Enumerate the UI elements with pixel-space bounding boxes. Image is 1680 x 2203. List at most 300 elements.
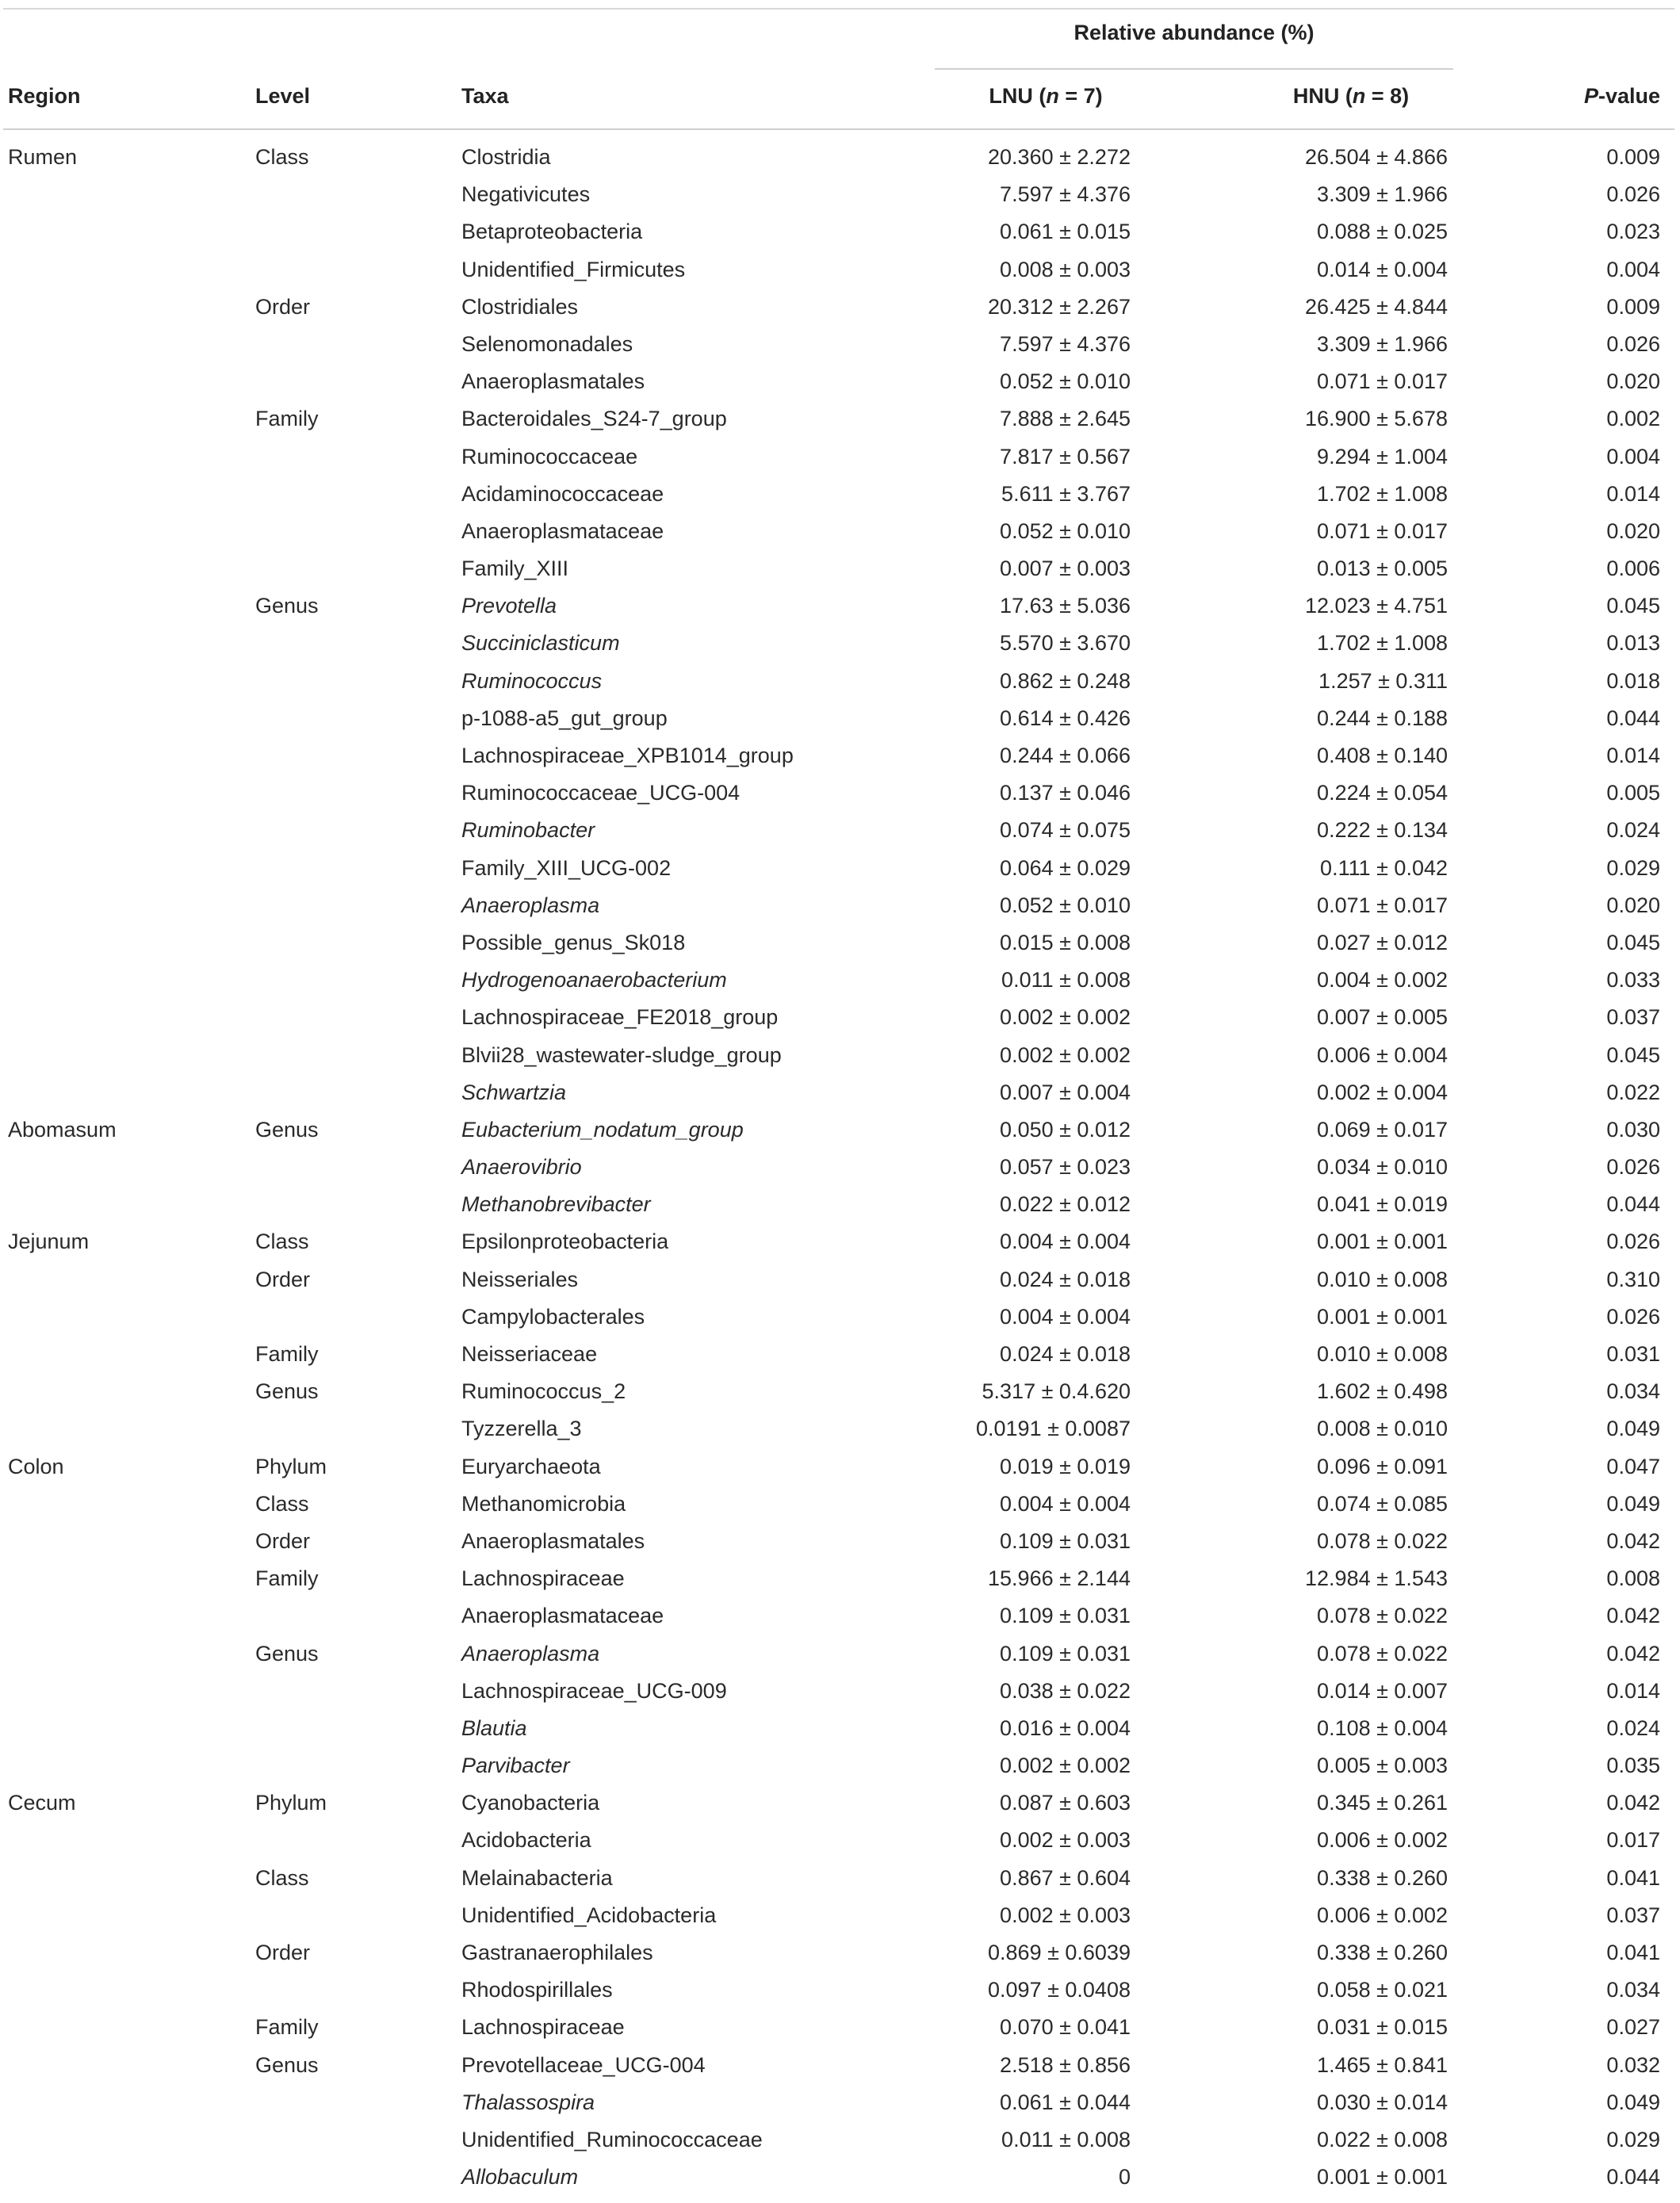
table-row bbox=[3, 363, 1674, 400]
table-row bbox=[3, 850, 1674, 887]
cell-taxa: Prevotella bbox=[461, 594, 557, 618]
cell-taxa: Thalassospira bbox=[461, 2090, 595, 2114]
table-row bbox=[3, 1448, 1674, 1486]
cell-taxa: Lachnospiraceae bbox=[461, 2015, 625, 2040]
cell-p-value: 0.029 bbox=[1606, 2127, 1660, 2151]
cell-taxa: Anaeroplasmataceae bbox=[461, 518, 664, 543]
cell-taxa: Clostridiales bbox=[461, 294, 579, 319]
cell-hnu: 3.309 ± 1.966 bbox=[1317, 331, 1448, 356]
table-row bbox=[3, 1410, 1674, 1448]
cell-taxa: Anaeroplasmatales bbox=[461, 369, 645, 394]
cell-taxa: Unidentified_Firmicutes bbox=[461, 257, 686, 281]
cell-p-value: 0.035 bbox=[1606, 1754, 1660, 1778]
cell-region: Jejunum bbox=[8, 1230, 90, 1254]
table-row bbox=[3, 999, 1674, 1036]
cell-lnu: 7.817 ± 0.567 bbox=[1000, 444, 1131, 469]
cell-hnu: 16.900 ± 5.678 bbox=[1305, 407, 1448, 431]
cell-p-value: 0.027 bbox=[1606, 2015, 1660, 2040]
cell-p-value: 0.014 bbox=[1606, 481, 1660, 506]
cell-lnu: 0.050 ± 0.012 bbox=[1000, 1117, 1131, 1142]
cell-hnu: 1.702 ± 1.008 bbox=[1317, 631, 1448, 656]
cell-hnu: 26.504 ± 4.866 bbox=[1305, 145, 1448, 169]
table-row bbox=[3, 1373, 1674, 1410]
cell-hnu: 0.006 ± 0.004 bbox=[1317, 1042, 1448, 1067]
cell-lnu: 0.064 ± 0.029 bbox=[1000, 855, 1131, 880]
cell-p-value: 0.042 bbox=[1606, 1641, 1660, 1666]
cell-p-value: 0.032 bbox=[1606, 2052, 1660, 2077]
cell-p-value: 0.049 bbox=[1606, 1417, 1660, 1441]
cell-taxa: Tyzzerella_3 bbox=[461, 1417, 582, 1441]
cell-taxa: Prevotellaceae_UCG-004 bbox=[461, 2052, 706, 2077]
table-row bbox=[3, 139, 1674, 176]
table-row bbox=[3, 887, 1674, 924]
cell-level: Order bbox=[255, 294, 311, 319]
table-row bbox=[3, 400, 1674, 438]
table-row bbox=[3, 812, 1674, 849]
table-row bbox=[3, 2047, 1674, 2084]
cell-level: Family bbox=[255, 407, 319, 431]
cell-p-value: 0.041 bbox=[1606, 1941, 1660, 1964]
cell-lnu: 0.002 ± 0.002 bbox=[1000, 1005, 1131, 1030]
cell-lnu: 0.614 ± 0.426 bbox=[1000, 706, 1131, 730]
cell-level: Class bbox=[255, 1865, 309, 1890]
cell-hnu: 0.014 ± 0.004 bbox=[1317, 257, 1448, 281]
col-header-taxa: Taxa bbox=[461, 84, 509, 108]
cell-hnu: 9.294 ± 1.004 bbox=[1317, 444, 1448, 469]
table-row bbox=[3, 1635, 1674, 1673]
cell-p-value: 0.024 bbox=[1606, 818, 1660, 843]
cell-p-value: 0.005 bbox=[1606, 781, 1660, 805]
cell-hnu: 0.031 ± 0.015 bbox=[1317, 2015, 1448, 2040]
table-row bbox=[3, 2159, 1674, 2196]
cell-region: Rumen bbox=[8, 145, 78, 169]
cell-lnu: 0.0191 ± 0.0087 bbox=[976, 1417, 1131, 1441]
cell-taxa: Anaerovibrio bbox=[461, 1155, 582, 1180]
table-row bbox=[3, 289, 1674, 326]
table-row bbox=[3, 251, 1674, 289]
table-row bbox=[3, 774, 1674, 812]
cell-hnu: 0.222 ± 0.134 bbox=[1317, 818, 1448, 843]
cell-lnu: 0.244 ± 0.066 bbox=[1000, 744, 1131, 767]
cell-p-value: 0.031 bbox=[1606, 1342, 1660, 1366]
col-header-level: Level bbox=[255, 84, 311, 108]
cell-p-value: 0.017 bbox=[1606, 1828, 1660, 1853]
table-row bbox=[3, 1223, 1674, 1260]
cell-p-value: 0.014 bbox=[1606, 744, 1660, 767]
cell-lnu: 0.137 ± 0.046 bbox=[1000, 781, 1131, 805]
cell-lnu: 0.002 ± 0.002 bbox=[1000, 1042, 1131, 1067]
cell-hnu: 0.078 ± 0.022 bbox=[1317, 1604, 1448, 1628]
cell-taxa: Methanomicrobia bbox=[461, 1491, 626, 1516]
cell-taxa: Cyanobacteria bbox=[461, 1791, 600, 1815]
cell-taxa: Ruminococcus_2 bbox=[461, 1379, 626, 1404]
cell-lnu: 0 bbox=[1118, 2165, 1131, 2190]
cell-lnu: 15.966 ± 2.144 bbox=[988, 1566, 1131, 1591]
cell-taxa: Neisseriales bbox=[461, 1267, 579, 1291]
cell-p-value: 0.310 bbox=[1606, 1267, 1660, 1291]
cell-level: Family bbox=[255, 1342, 319, 1366]
cell-p-value: 0.041 bbox=[1606, 1865, 1660, 1890]
cell-hnu: 1.602 ± 0.498 bbox=[1317, 1379, 1448, 1404]
cell-hnu: 3.309 ± 1.966 bbox=[1317, 182, 1448, 207]
cell-p-value: 0.008 bbox=[1606, 1566, 1660, 1591]
cell-level: Class bbox=[255, 1491, 309, 1516]
cell-p-value: 0.047 bbox=[1606, 1454, 1660, 1478]
cell-hnu: 0.041 ± 0.019 bbox=[1317, 1192, 1448, 1217]
cell-hnu: 0.002 ± 0.004 bbox=[1317, 1080, 1448, 1104]
table-row bbox=[3, 476, 1674, 513]
cell-p-value: 0.024 bbox=[1606, 1715, 1660, 1740]
table-row bbox=[3, 1186, 1674, 1223]
cell-taxa: Gastranaerophilales bbox=[461, 1941, 653, 1964]
cell-level: Family bbox=[255, 2015, 319, 2040]
cell-hnu: 26.425 ± 4.844 bbox=[1305, 294, 1448, 319]
cell-lnu: 0.097 ± 0.0408 bbox=[988, 1978, 1131, 2002]
cell-taxa: Rhodospirillales bbox=[461, 1978, 613, 2002]
cell-region: Colon bbox=[8, 1454, 64, 1478]
cell-lnu: 0.061 ± 0.015 bbox=[1000, 220, 1131, 244]
cell-lnu: 0.109 ± 0.031 bbox=[1000, 1641, 1131, 1666]
table-row bbox=[3, 1298, 1674, 1336]
cell-taxa: Allobaculum bbox=[461, 2165, 579, 2190]
cell-lnu: 0.016 ± 0.004 bbox=[1000, 1715, 1131, 1740]
cell-lnu: 7.597 ± 4.376 bbox=[1000, 182, 1131, 207]
cell-taxa: Selenomonadales bbox=[461, 331, 633, 356]
cell-taxa: Epsilonproteobacteria bbox=[461, 1230, 669, 1254]
table-row bbox=[3, 1486, 1674, 1523]
col-header-p-value: P-value bbox=[1583, 84, 1660, 108]
col-header-region: Region bbox=[8, 84, 81, 108]
cell-lnu: 0.004 ± 0.004 bbox=[1000, 1304, 1131, 1329]
cell-p-value: 0.037 bbox=[1606, 1903, 1660, 1927]
cell-hnu: 0.345 ± 0.261 bbox=[1317, 1791, 1448, 1815]
cell-p-value: 0.006 bbox=[1606, 556, 1660, 581]
cell-p-value: 0.026 bbox=[1606, 331, 1660, 356]
cell-hnu: 1.465 ± 0.841 bbox=[1317, 2052, 1448, 2077]
cell-hnu: 0.071 ± 0.017 bbox=[1317, 893, 1448, 917]
cell-lnu: 0.052 ± 0.010 bbox=[1000, 518, 1131, 543]
table-row bbox=[3, 2009, 1674, 2046]
cell-hnu: 0.001 ± 0.001 bbox=[1317, 1230, 1448, 1254]
cell-p-value: 0.049 bbox=[1606, 2090, 1660, 2114]
cell-p-value: 0.004 bbox=[1606, 257, 1660, 281]
relative-abundance-header: Relative abundance (%) bbox=[1073, 21, 1315, 44]
cell-p-value: 0.049 bbox=[1606, 1491, 1660, 1516]
table-row bbox=[3, 924, 1674, 962]
cell-lnu: 0.007 ± 0.003 bbox=[1000, 556, 1131, 581]
cell-taxa: Blautia bbox=[461, 1715, 527, 1740]
cell-taxa: Hydrogenoanaerobacterium bbox=[461, 968, 727, 992]
cell-p-value: 0.042 bbox=[1606, 1791, 1660, 1815]
cell-taxa: Unidentified_Ruminococcaceae bbox=[461, 2127, 763, 2151]
cell-level: Order bbox=[255, 1941, 311, 1964]
cell-level: Order bbox=[255, 1267, 311, 1291]
cell-lnu: 0.011 ± 0.008 bbox=[1001, 968, 1131, 992]
col-header-lnu: LNU (n = 7) bbox=[989, 84, 1103, 108]
column-header-row bbox=[3, 84, 1674, 132]
cell-lnu: 7.597 ± 4.376 bbox=[1000, 331, 1131, 356]
cell-lnu: 7.888 ± 2.645 bbox=[1000, 407, 1131, 431]
cell-p-value: 0.020 bbox=[1606, 893, 1660, 917]
cell-hnu: 0.338 ± 0.260 bbox=[1317, 1941, 1448, 1964]
cell-taxa: Euryarchaeota bbox=[461, 1454, 601, 1478]
cell-lnu: 0.109 ± 0.031 bbox=[1000, 1528, 1131, 1553]
cell-p-value: 0.013 bbox=[1606, 631, 1660, 656]
cell-lnu: 0.087 ± 0.603 bbox=[1000, 1791, 1131, 1815]
cell-taxa: Schwartzia bbox=[461, 1080, 567, 1104]
cell-hnu: 0.006 ± 0.002 bbox=[1317, 1828, 1448, 1853]
table-row bbox=[3, 1822, 1674, 1859]
table-row bbox=[3, 1897, 1674, 1934]
cell-hnu: 0.006 ± 0.002 bbox=[1317, 1903, 1448, 1927]
cell-taxa: Ruminobacter bbox=[461, 818, 595, 843]
cell-hnu: 0.014 ± 0.007 bbox=[1317, 1678, 1448, 1703]
cell-taxa: Betaproteobacteria bbox=[461, 220, 643, 244]
cell-p-value: 0.045 bbox=[1606, 930, 1660, 954]
cell-taxa: Eubacterium_nodatum_group bbox=[461, 1117, 744, 1142]
table-body bbox=[3, 139, 1674, 2196]
cell-lnu: 0.052 ± 0.010 bbox=[1000, 369, 1131, 394]
table-row bbox=[3, 1673, 1674, 1710]
cell-taxa: Ruminococcaceae bbox=[461, 444, 638, 469]
cell-p-value: 0.045 bbox=[1606, 1042, 1660, 1067]
cell-taxa: Anaeroplasmatales bbox=[461, 1528, 645, 1553]
cell-hnu: 0.338 ± 0.260 bbox=[1317, 1865, 1448, 1890]
cell-lnu: 0.004 ± 0.004 bbox=[1000, 1230, 1131, 1254]
cell-lnu: 5.317 ± 0.4.620 bbox=[982, 1379, 1131, 1404]
table-row bbox=[3, 663, 1674, 700]
table-row bbox=[3, 1860, 1674, 1897]
cell-taxa: Succiniclasticum bbox=[461, 631, 620, 656]
cell-taxa: Lachnospiraceae bbox=[461, 1566, 625, 1591]
cell-taxa: Anaeroplasmataceae bbox=[461, 1604, 664, 1628]
cell-hnu: 0.008 ± 0.010 bbox=[1317, 1417, 1448, 1441]
table-row bbox=[3, 550, 1674, 587]
cell-p-value: 0.026 bbox=[1606, 1155, 1660, 1180]
cell-hnu: 1.257 ± 0.311 bbox=[1318, 668, 1448, 693]
cell-hnu: 12.984 ± 1.543 bbox=[1305, 1566, 1448, 1591]
table-row bbox=[3, 962, 1674, 999]
table-row bbox=[3, 1597, 1674, 1635]
cell-taxa: Lachnospiraceae_XPB1014_group bbox=[461, 744, 794, 767]
cell-lnu: 0.015 ± 0.008 bbox=[1000, 930, 1131, 954]
cell-hnu: 0.069 ± 0.017 bbox=[1317, 1117, 1448, 1142]
cell-hnu: 0.058 ± 0.021 bbox=[1317, 1978, 1448, 2002]
cell-hnu: 0.005 ± 0.003 bbox=[1317, 1754, 1448, 1778]
cell-taxa: p-1088-a5_gut_group bbox=[461, 706, 668, 730]
cell-lnu: 0.002 ± 0.003 bbox=[1000, 1903, 1131, 1927]
table-row bbox=[3, 700, 1674, 737]
cell-lnu: 5.570 ± 3.670 bbox=[1000, 631, 1131, 656]
cell-lnu: 2.518 ± 0.856 bbox=[1000, 2052, 1131, 2077]
table-row bbox=[3, 1074, 1674, 1111]
cell-hnu: 0.078 ± 0.022 bbox=[1317, 1641, 1448, 1666]
table-row bbox=[3, 1710, 1674, 1747]
cell-lnu: 0.004 ± 0.004 bbox=[1000, 1491, 1131, 1516]
cell-p-value: 0.026 bbox=[1606, 1304, 1660, 1329]
cell-p-value: 0.009 bbox=[1606, 294, 1660, 319]
cell-level: Genus bbox=[255, 594, 319, 618]
cell-p-value: 0.002 bbox=[1606, 407, 1660, 431]
table-row bbox=[3, 1111, 1674, 1149]
cell-p-value: 0.044 bbox=[1606, 1192, 1660, 1217]
cell-lnu: 0.002 ± 0.002 bbox=[1000, 1754, 1131, 1778]
cell-hnu: 0.001 ± 0.001 bbox=[1317, 2165, 1448, 2190]
cell-lnu: 0.024 ± 0.018 bbox=[1000, 1267, 1131, 1291]
table-row bbox=[3, 326, 1674, 363]
cell-taxa: Lachnospiraceae_FE2018_group bbox=[461, 1005, 779, 1030]
table-row bbox=[3, 213, 1674, 251]
cell-taxa: Campylobacterales bbox=[461, 1304, 645, 1329]
cell-hnu: 0.088 ± 0.025 bbox=[1317, 220, 1448, 244]
col-header-hnu: HNU (n = 8) bbox=[1292, 84, 1410, 108]
cell-taxa: Unidentified_Acidobacteria bbox=[461, 1903, 717, 1927]
cell-hnu: 0.074 ± 0.085 bbox=[1317, 1491, 1448, 1516]
cell-taxa: Family_XIII bbox=[461, 556, 569, 581]
span-header-rule bbox=[935, 68, 1453, 70]
table-row bbox=[3, 2121, 1674, 2159]
cell-taxa: Melainabacteria bbox=[461, 1865, 613, 1890]
cell-level: Genus bbox=[255, 1641, 319, 1666]
cell-p-value: 0.014 bbox=[1606, 1678, 1660, 1703]
cell-hnu: 0.244 ± 0.188 bbox=[1317, 706, 1448, 730]
cell-taxa: Ruminococcus bbox=[461, 668, 603, 693]
cell-level: Phylum bbox=[255, 1791, 327, 1815]
cell-p-value: 0.018 bbox=[1606, 668, 1660, 693]
cell-p-value: 0.033 bbox=[1606, 968, 1660, 992]
cell-p-value: 0.026 bbox=[1606, 182, 1660, 207]
cell-p-value: 0.044 bbox=[1606, 706, 1660, 730]
cell-lnu: 17.63 ± 5.036 bbox=[1000, 594, 1131, 618]
cell-p-value: 0.042 bbox=[1606, 1528, 1660, 1553]
cell-taxa: Neisseriaceae bbox=[461, 1342, 598, 1366]
header-rule bbox=[3, 128, 1674, 130]
cell-hnu: 0.030 ± 0.014 bbox=[1317, 2090, 1448, 2114]
cell-region: Cecum bbox=[8, 1791, 76, 1815]
cell-lnu: 20.360 ± 2.272 bbox=[988, 145, 1131, 169]
cell-hnu: 0.007 ± 0.005 bbox=[1317, 1005, 1448, 1030]
table-row bbox=[3, 1523, 1674, 1560]
cell-level: Family bbox=[255, 1566, 319, 1591]
table-row bbox=[3, 587, 1674, 625]
table-row bbox=[3, 438, 1674, 476]
table-row bbox=[3, 1747, 1674, 1784]
cell-lnu: 0.007 ± 0.004 bbox=[1000, 1080, 1131, 1104]
cell-p-value: 0.009 bbox=[1606, 145, 1660, 169]
cell-hnu: 0.071 ± 0.017 bbox=[1317, 369, 1448, 394]
cell-p-value: 0.020 bbox=[1606, 518, 1660, 543]
cell-p-value: 0.042 bbox=[1606, 1604, 1660, 1628]
cell-taxa: Methanobrevibacter bbox=[461, 1192, 651, 1217]
cell-hnu: 0.408 ± 0.140 bbox=[1317, 744, 1448, 767]
cell-lnu: 0.052 ± 0.010 bbox=[1000, 893, 1131, 917]
cell-lnu: 0.869 ± 0.6039 bbox=[988, 1941, 1131, 1964]
cell-taxa: Acidobacteria bbox=[461, 1828, 591, 1853]
cell-taxa: Bacteroidales_S24-7_group bbox=[461, 407, 727, 431]
cell-taxa: Parvibacter bbox=[461, 1754, 570, 1778]
cell-p-value: 0.020 bbox=[1606, 369, 1660, 394]
cell-p-value: 0.022 bbox=[1606, 1080, 1660, 1104]
cell-lnu: 0.057 ± 0.023 bbox=[1000, 1155, 1131, 1180]
cell-lnu: 0.002 ± 0.003 bbox=[1000, 1828, 1131, 1853]
cell-hnu: 12.023 ± 4.751 bbox=[1305, 594, 1448, 618]
cell-lnu: 0.024 ± 0.018 bbox=[1000, 1342, 1131, 1366]
cell-p-value: 0.030 bbox=[1606, 1117, 1660, 1142]
cell-lnu: 0.008 ± 0.003 bbox=[1000, 257, 1131, 281]
cell-hnu: 0.010 ± 0.008 bbox=[1317, 1342, 1448, 1366]
cell-lnu: 0.070 ± 0.041 bbox=[1000, 2015, 1131, 2040]
table-row bbox=[3, 2084, 1674, 2121]
table-row bbox=[3, 737, 1674, 774]
cell-hnu: 0.034 ± 0.010 bbox=[1317, 1155, 1448, 1180]
cell-hnu: 0.108 ± 0.004 bbox=[1317, 1715, 1448, 1740]
cell-hnu: 1.702 ± 1.008 bbox=[1317, 481, 1448, 506]
cell-hnu: 0.071 ± 0.017 bbox=[1317, 518, 1448, 543]
cell-p-value: 0.034 bbox=[1606, 1379, 1660, 1404]
cell-taxa: Family_XIII_UCG-002 bbox=[461, 855, 672, 880]
cell-p-value: 0.045 bbox=[1606, 594, 1660, 618]
cell-hnu: 0.096 ± 0.091 bbox=[1317, 1454, 1448, 1478]
cell-level: Class bbox=[255, 145, 309, 169]
cell-taxa: Acidaminococcaceae bbox=[461, 481, 664, 506]
cell-lnu: 0.109 ± 0.031 bbox=[1000, 1604, 1131, 1628]
top-rule bbox=[3, 8, 1674, 10]
table-row bbox=[3, 1934, 1674, 1972]
table-row bbox=[3, 625, 1674, 662]
cell-taxa: Lachnospiraceae_UCG-009 bbox=[461, 1678, 727, 1703]
table-row bbox=[3, 1972, 1674, 2009]
cell-level: Order bbox=[255, 1528, 311, 1553]
cell-lnu: 5.611 ± 3.767 bbox=[1001, 481, 1131, 506]
cell-lnu: 0.862 ± 0.248 bbox=[1000, 668, 1131, 693]
cell-taxa: Blvii28_wastewater-sludge_group bbox=[461, 1042, 782, 1067]
cell-level: Genus bbox=[255, 1117, 319, 1142]
cell-lnu: 0.867 ± 0.604 bbox=[1000, 1865, 1131, 1890]
cell-p-value: 0.037 bbox=[1606, 1005, 1660, 1030]
cell-taxa: Anaeroplasma bbox=[461, 1641, 600, 1666]
cell-region: Abomasum bbox=[8, 1117, 117, 1142]
cell-lnu: 20.312 ± 2.267 bbox=[988, 294, 1131, 319]
cell-hnu: 0.010 ± 0.008 bbox=[1317, 1267, 1448, 1291]
cell-p-value: 0.029 bbox=[1606, 855, 1660, 880]
cell-p-value: 0.044 bbox=[1606, 2165, 1660, 2190]
cell-taxa: Ruminococcaceae_UCG-004 bbox=[461, 781, 741, 805]
table-row bbox=[3, 1784, 1674, 1822]
cell-lnu: 0.074 ± 0.075 bbox=[1000, 818, 1131, 843]
cell-hnu: 0.022 ± 0.008 bbox=[1317, 2127, 1448, 2151]
cell-level: Genus bbox=[255, 1379, 319, 1404]
cell-p-value: 0.026 bbox=[1606, 1230, 1660, 1254]
cell-lnu: 0.022 ± 0.012 bbox=[1000, 1192, 1131, 1217]
table-row bbox=[3, 176, 1674, 213]
cell-level: Genus bbox=[255, 2052, 319, 2077]
table-row bbox=[3, 1037, 1674, 1074]
table-row bbox=[3, 513, 1674, 550]
table-row bbox=[3, 1560, 1674, 1597]
cell-p-value: 0.004 bbox=[1606, 444, 1660, 469]
cell-p-value: 0.023 bbox=[1606, 220, 1660, 244]
cell-taxa: Negativicutes bbox=[461, 182, 591, 207]
cell-hnu: 0.224 ± 0.054 bbox=[1317, 781, 1448, 805]
table-row bbox=[3, 1149, 1674, 1186]
table-row bbox=[3, 1336, 1674, 1373]
cell-taxa: Anaeroplasma bbox=[461, 893, 600, 917]
cell-hnu: 0.013 ± 0.005 bbox=[1317, 556, 1448, 581]
cell-lnu: 0.019 ± 0.019 bbox=[1000, 1454, 1131, 1478]
cell-hnu: 0.111 ± 0.042 bbox=[1320, 855, 1448, 880]
cell-p-value: 0.034 bbox=[1606, 1978, 1660, 2002]
cell-hnu: 0.004 ± 0.002 bbox=[1317, 968, 1448, 992]
